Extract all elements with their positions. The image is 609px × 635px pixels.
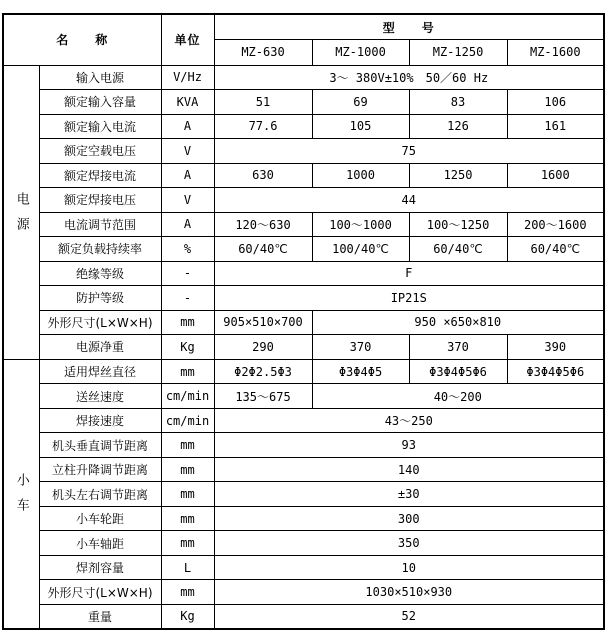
spec-value: 77.6 bbox=[214, 114, 312, 139]
spec-row-label: 输入电源 bbox=[39, 65, 161, 90]
group-label-trolley-text: 小车 bbox=[13, 473, 29, 524]
spec-value: 370 bbox=[312, 335, 409, 360]
spec-row-label: 焊剂容量 bbox=[39, 555, 161, 580]
spec-value: 905×510×700 bbox=[214, 310, 312, 335]
spec-row-label: 焊接速度 bbox=[39, 408, 161, 433]
spec-unit: Kg bbox=[161, 335, 214, 360]
spec-unit: mm bbox=[161, 359, 214, 384]
table-row bbox=[3, 482, 604, 507]
model-header-mz1000: MZ-1000 bbox=[312, 40, 409, 66]
table-row bbox=[3, 286, 604, 311]
table-row bbox=[3, 90, 604, 115]
table-row bbox=[3, 212, 604, 237]
spec-unit: - bbox=[161, 261, 214, 286]
spec-row-label: 机头左右调节距离 bbox=[39, 482, 161, 507]
spec-row-label: 立柱升降调节距离 bbox=[39, 457, 161, 482]
spec-row-label: 额定负载持续率 bbox=[39, 237, 161, 262]
spec-value: 60/40℃ bbox=[214, 237, 312, 262]
spec-value: 370 bbox=[409, 335, 507, 360]
spec-unit: V bbox=[161, 188, 214, 213]
table-row bbox=[3, 261, 604, 286]
table-row bbox=[3, 555, 604, 580]
spec-value: 69 bbox=[312, 90, 409, 115]
spec-row-label: 防护等级 bbox=[39, 286, 161, 311]
spec-value: Φ2Φ2.5Φ3 bbox=[214, 359, 312, 384]
spec-row-label: 额定输入容量 bbox=[39, 90, 161, 115]
spec-value-span: ±30 bbox=[214, 482, 604, 507]
table-row bbox=[3, 114, 604, 139]
spec-unit: A bbox=[161, 212, 214, 237]
table-row bbox=[3, 531, 604, 556]
table-row bbox=[3, 335, 604, 360]
header-name: 名 称 bbox=[3, 14, 161, 65]
spec-value-span: IP21S bbox=[214, 286, 604, 311]
spec-value: 290 bbox=[214, 335, 312, 360]
spec-row-label: 额定空载电压 bbox=[39, 139, 161, 164]
table-row bbox=[3, 237, 604, 262]
spec-row-label: 机头垂直调节距离 bbox=[39, 433, 161, 458]
spec-value-span: 140 bbox=[214, 457, 604, 482]
spec-value-span: 950 ×650×810 bbox=[312, 310, 604, 335]
table-row bbox=[3, 188, 604, 213]
header-model: 型 号 bbox=[214, 14, 604, 40]
spec-value: 200～1600 bbox=[507, 212, 604, 237]
spec-unit: mm bbox=[161, 580, 214, 605]
spec-row-label: 外形尺寸(L×W×H) bbox=[39, 580, 161, 605]
spec-value-span: 75 bbox=[214, 139, 604, 164]
header-unit: 单位 bbox=[161, 14, 214, 65]
spec-value: 83 bbox=[409, 90, 507, 115]
spec-value: 135～675 bbox=[214, 384, 312, 409]
spec-value: 1600 bbox=[507, 163, 604, 188]
spec-unit: V bbox=[161, 139, 214, 164]
spec-unit: - bbox=[161, 286, 214, 311]
group-label-power bbox=[3, 65, 39, 359]
spec-value: 105 bbox=[312, 114, 409, 139]
spec-value: 630 bbox=[214, 163, 312, 188]
table-row bbox=[3, 580, 604, 605]
table-row bbox=[3, 65, 604, 90]
spec-row-label: 小车轴距 bbox=[39, 531, 161, 556]
spec-value: Φ3Φ4Φ5Φ6 bbox=[507, 359, 604, 384]
table-row bbox=[3, 359, 604, 384]
table-row bbox=[3, 506, 604, 531]
spec-unit: L bbox=[161, 555, 214, 580]
model-header-mz1600: MZ-1600 bbox=[507, 40, 604, 66]
spec-value: 106 bbox=[507, 90, 604, 115]
spec-row-label: 重量 bbox=[39, 604, 161, 629]
spec-unit: mm bbox=[161, 506, 214, 531]
spec-unit: mm bbox=[161, 531, 214, 556]
spec-row-label: 小车轮距 bbox=[39, 506, 161, 531]
table-row bbox=[3, 433, 604, 458]
spec-unit: % bbox=[161, 237, 214, 262]
spec-row-label: 绝缘等级 bbox=[39, 261, 161, 286]
spec-unit: KVA bbox=[161, 90, 214, 115]
table-row bbox=[3, 384, 604, 409]
table-row bbox=[3, 163, 604, 188]
spec-row-label: 额定焊接电压 bbox=[39, 188, 161, 213]
spec-value-span: 300 bbox=[214, 506, 604, 531]
spec-unit: Kg bbox=[161, 604, 214, 629]
spec-value-span: 350 bbox=[214, 531, 604, 556]
table-row bbox=[3, 310, 604, 335]
spec-value: 60/40℃ bbox=[409, 237, 507, 262]
spec-value: 1000 bbox=[312, 163, 409, 188]
model-header-mz1250: MZ-1250 bbox=[409, 40, 507, 66]
spec-value-span: 1030×510×930 bbox=[214, 580, 604, 605]
table-row bbox=[3, 139, 604, 164]
spec-value: Φ3Φ4Φ5Φ6 bbox=[409, 359, 507, 384]
spec-row-label: 外形尺寸(L×W×H) bbox=[39, 310, 161, 335]
group-label-power-text: 电源 bbox=[13, 191, 29, 242]
spec-value-span: 44 bbox=[214, 188, 604, 213]
spec-value-span: 52 bbox=[214, 604, 604, 629]
spec-row-label: 额定输入电流 bbox=[39, 114, 161, 139]
spec-value: 60/40℃ bbox=[507, 237, 604, 262]
spec-value-span: 40～200 bbox=[312, 384, 604, 409]
spec-row-label: 适用焊丝直径 bbox=[39, 359, 161, 384]
spec-row-label: 电源净重 bbox=[39, 335, 161, 360]
spec-unit: cm/min bbox=[161, 384, 214, 409]
spec-value: 390 bbox=[507, 335, 604, 360]
spec-value: 100～1000 bbox=[312, 212, 409, 237]
group-label-trolley bbox=[3, 359, 39, 629]
table-row bbox=[3, 604, 604, 629]
spec-value: 100/40℃ bbox=[312, 237, 409, 262]
spec-value-span: 43～250 bbox=[214, 408, 604, 433]
spec-unit: A bbox=[161, 163, 214, 188]
spec-value: 120～630 bbox=[214, 212, 312, 237]
spec-unit: mm bbox=[161, 457, 214, 482]
spec-value-span: 3～ 380V±10% 50／60 Hz bbox=[214, 65, 604, 90]
spec-value-span: 93 bbox=[214, 433, 604, 458]
spec-unit: mm bbox=[161, 433, 214, 458]
spec-unit: mm bbox=[161, 482, 214, 507]
spec-unit: cm/min bbox=[161, 408, 214, 433]
spec-unit: A bbox=[161, 114, 214, 139]
spec-value: 100～1250 bbox=[409, 212, 507, 237]
spec-row-label: 送丝速度 bbox=[39, 384, 161, 409]
spec-value: 51 bbox=[214, 90, 312, 115]
spec-value: Φ3Φ4Φ5 bbox=[312, 359, 409, 384]
spec-unit: mm bbox=[161, 310, 214, 335]
spec-value-span: F bbox=[214, 261, 604, 286]
spec-table bbox=[2, 13, 605, 630]
table-row bbox=[3, 457, 604, 482]
spec-row-label: 额定焊接电流 bbox=[39, 163, 161, 188]
spec-row-label: 电流调节范围 bbox=[39, 212, 161, 237]
spec-value-span: 10 bbox=[214, 555, 604, 580]
table-row bbox=[3, 408, 604, 433]
spec-value: 126 bbox=[409, 114, 507, 139]
spec-unit: V/Hz bbox=[161, 65, 214, 90]
spec-table-container bbox=[2, 13, 605, 630]
spec-value: 1250 bbox=[409, 163, 507, 188]
spec-value: 161 bbox=[507, 114, 604, 139]
header-row-1 bbox=[3, 14, 604, 40]
model-header-mz630: MZ-630 bbox=[214, 40, 312, 66]
